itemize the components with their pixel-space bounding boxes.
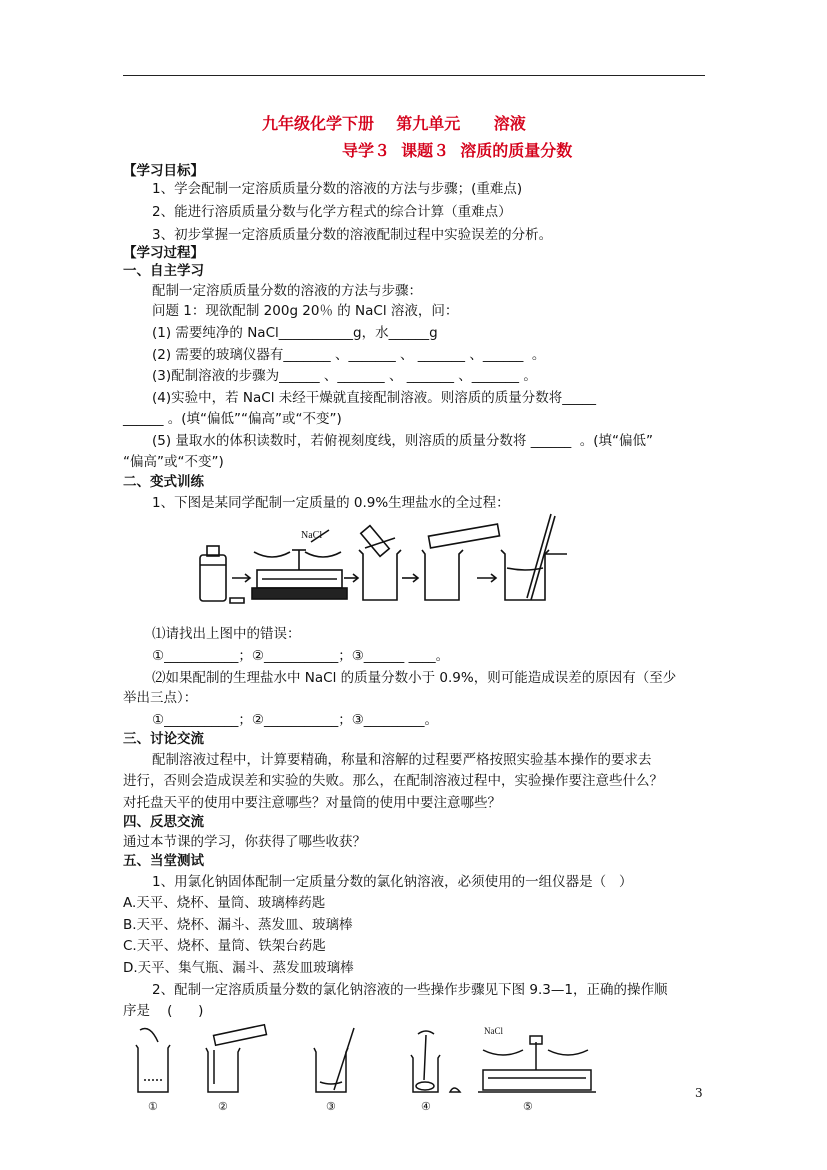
option-d: D.天平、集气瓶、漏斗、蒸发皿玻璃棒 [123,960,354,976]
option-c: C.天平、烧杯、量筒、铁架台药匙 [123,938,326,954]
text-line: 举出三点）： [123,690,198,706]
doc-title-line2: 导学３ 课题３ 溶质的质量分数 [342,141,573,160]
text-line: 配制一定溶质质量分数的溶液的方法与步骤： [152,283,422,299]
step-label-4: ④ [421,1100,431,1113]
text-line: ①___________；②___________；③_________。 [152,712,439,728]
text-line: 1、下图是某同学配制一定质量的 0.9%生理盐水的全过程： [152,495,510,511]
section-heading: 五、当堂测试 [123,853,204,869]
nacl-label-2: NaCl [484,1026,503,1036]
doc-title-line1: 九年级化学下册 第九单元 溶液 [262,114,526,133]
process-heading: 【学习过程】 [123,245,204,261]
text-line: 通过本节课的学习，你获得了哪些收获？ [123,834,366,850]
saline-process-figure [197,510,575,615]
text-line: 问题 1：现欲配制 200g 20％ 的 NaCl 溶液，问： [152,303,459,319]
page-number: 3 [695,1086,703,1100]
section-heading: 一、自主学习 [123,263,204,279]
text-line: ⑴请找出上图中的错误： [152,626,301,642]
goal-item: 1、学会配制一定溶质质量分数的溶液的方法与步骤；(重难点) [152,181,523,197]
section-heading: 三、讨论交流 [123,731,204,747]
text-line: 序是 ( ) [123,1003,204,1019]
text-line: ①___________；②___________；③______ ____。 [152,648,450,664]
text-line: “偏高”或“不变”) [123,454,224,470]
option-b: B.天平、烧杯、漏斗、蒸发皿、玻璃棒 [123,917,353,933]
step-label-2: ② [218,1100,228,1113]
section-heading: 四、反思交流 [123,814,204,830]
goal-item: 3、初步掌握一定溶质质量分数的溶液配制过程中实验误差的分析。 [152,227,553,243]
option-a: A.天平、烧杯、量筒、玻璃棒药匙 [123,895,326,911]
goal-item: 2、能进行溶质质量分数与化学方程式的综合计算（重难点） [152,204,512,220]
reagent-bottle [200,555,226,601]
header-rule [123,75,705,76]
step-label-3: ③ [326,1100,336,1113]
text-line: ⑵如果配制的生理盐水中 NaCl 的质量分数小于 0.9%，则可能造成误差的原因有（至少 [152,670,677,686]
text-line: 进行，否则会造成误差和实验的失败。那么，在配制溶液过程中，实验操作要注意些什么？ [123,773,663,789]
text-line: 2、配制一定溶质质量分数的氯化钠溶液的一些操作步骤见下图 9.3—1，正确的操作顺 [152,982,668,998]
nacl-label: NaCl [301,530,323,541]
text-line: 对托盘天平的使用中要注意哪些？对量筒的使用中要注意哪些？ [123,795,501,811]
text-line: 配制溶液过程中，计算要精确，称量和溶解的过程要严格按照实验基本操作的要求去 [152,752,652,768]
operation-steps-figure [128,1020,598,1115]
text-line: (1) 需要纯净的 NaCl___________g，水______g [152,325,438,341]
text-line: (2) 需要的玻璃仪器有_______ 、_______ 、 _______ 、______ 。 [152,347,546,363]
section-heading: 二、变式训练 [123,474,204,490]
step-label-1: ① [148,1100,158,1113]
text-line: ______ 。(填“偏低”“偏高”或“不变”) [123,411,342,427]
text-line: (5) 量取水的体积读数时，若俯视刻度线，则溶质的质量分数将 ______ 。(填“偏低” [152,433,654,449]
step-label-5: ⑤ [523,1100,533,1113]
text-line: 1、用氯化钠固体配制一定质量分数的氯化钠溶液，必须使用的一组仪器是（ ） [152,874,633,890]
text-line: (4)实验中，若 NaCl 未经干燥就直接配制溶液。则溶质的质量分数将_____ [152,390,597,406]
text-line: (3)配制溶液的步骤为______ 、_______ 、 _______ 、_______ 。 [152,368,537,384]
goals-heading: 【学习目标】 [123,163,204,179]
